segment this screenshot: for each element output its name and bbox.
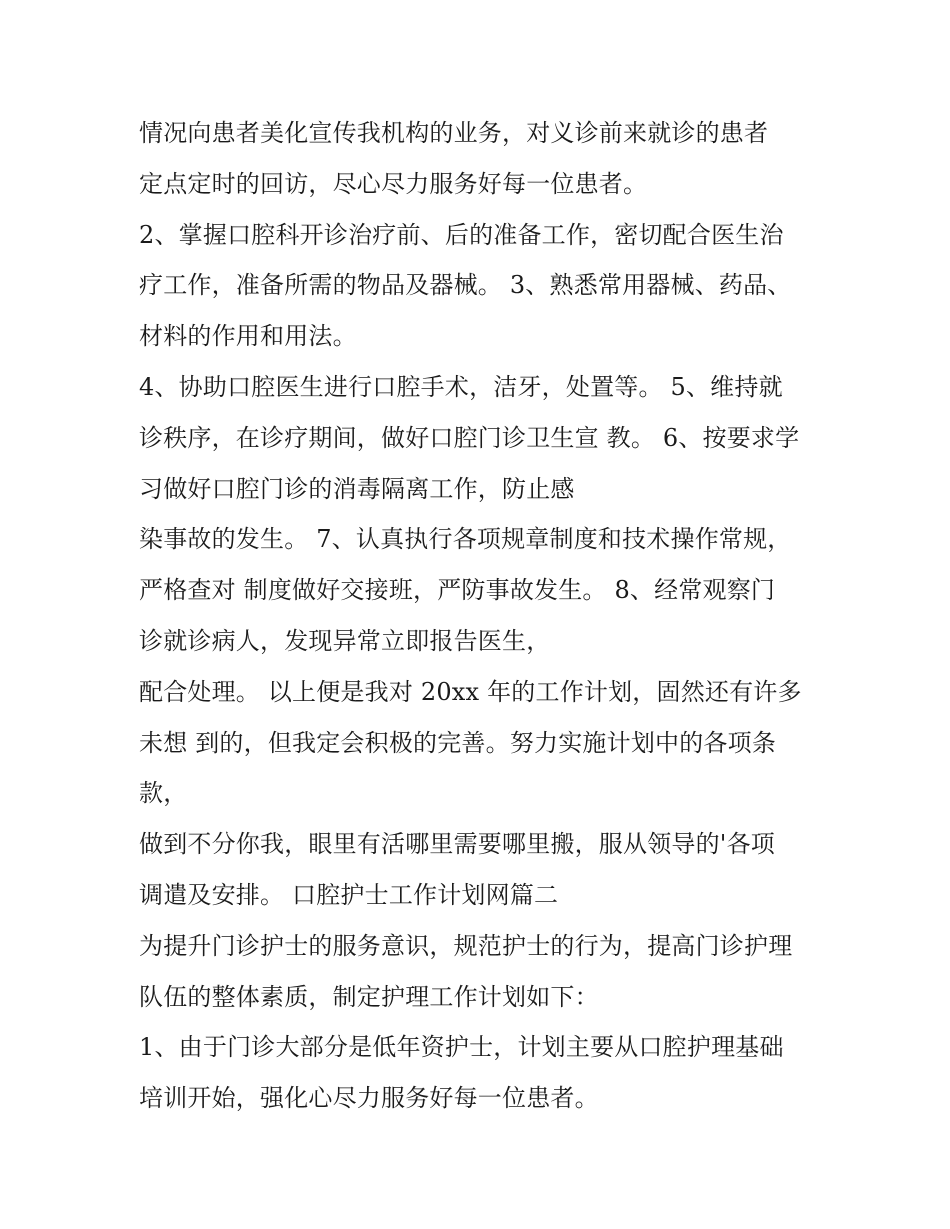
text-line: 严格查对 制度做好交接班，严防事故发生。 8、经常观察门 — [139, 576, 776, 605]
text-line: 诊秩序，在诊疗期间，做好口腔门诊卫生宣 教。 6、按要求学 — [139, 423, 800, 452]
text-line: 2、掌握口腔科开诊治疗前、后的准备工作，密切配合医生治 — [139, 220, 784, 249]
text-line: 4、协助口腔医生进行口腔手术，洁牙，处置等。 5、维持就 — [139, 372, 783, 401]
text-line: 款， — [139, 779, 188, 808]
text-line: 染事故的发生。 7、认真执行各项规章制度和技术操作常规， — [139, 525, 792, 554]
text-line: 培训开始，强化心尽力服务好每一位患者。 — [139, 1084, 599, 1113]
text-line: 做到不分你我，眼里有活哪里需要哪里搬，服从领导的'各项 — [139, 830, 775, 859]
text-line: 1、由于门诊大部分是低年资护士，计划主要从口腔护理基础 — [139, 1033, 784, 1062]
text-line: 配合处理。 以上便是我对 20xx 年的工作计划，固然还有许多 — [139, 677, 802, 706]
text-line: 诊就诊病人，发现异常立即报告医生， — [139, 626, 551, 655]
text-line: 习做好口腔门诊的消毒隔离工作，防止感 — [139, 474, 575, 503]
text-line: 材料的作用和用法。 — [139, 322, 357, 351]
text-line: 为提升门诊护士的服务意识，规范护士的行为，提高门诊护理 — [139, 931, 793, 960]
text-line: 未想 到的，但我定会积极的完善。努力实施计划中的各项条 — [139, 728, 777, 757]
text-line: 队伍的整体素质，制定护理工作计划如下： — [139, 982, 599, 1011]
text-line: 情况向患者美化宣传我机构的业务，对义诊前来就诊的患者 — [139, 119, 769, 147]
text-line: 定点定时的回访，尽心尽力服务好每一位患者。 — [139, 169, 648, 198]
document-text-body — [139, 108, 829, 1124]
text-line: 疗工作，准备所需的物品及器械。 3、熟悉常用器械、药品、 — [139, 271, 792, 300]
text-line: 调遣及安排。 口腔护士工作计划网篇二 — [139, 880, 559, 909]
